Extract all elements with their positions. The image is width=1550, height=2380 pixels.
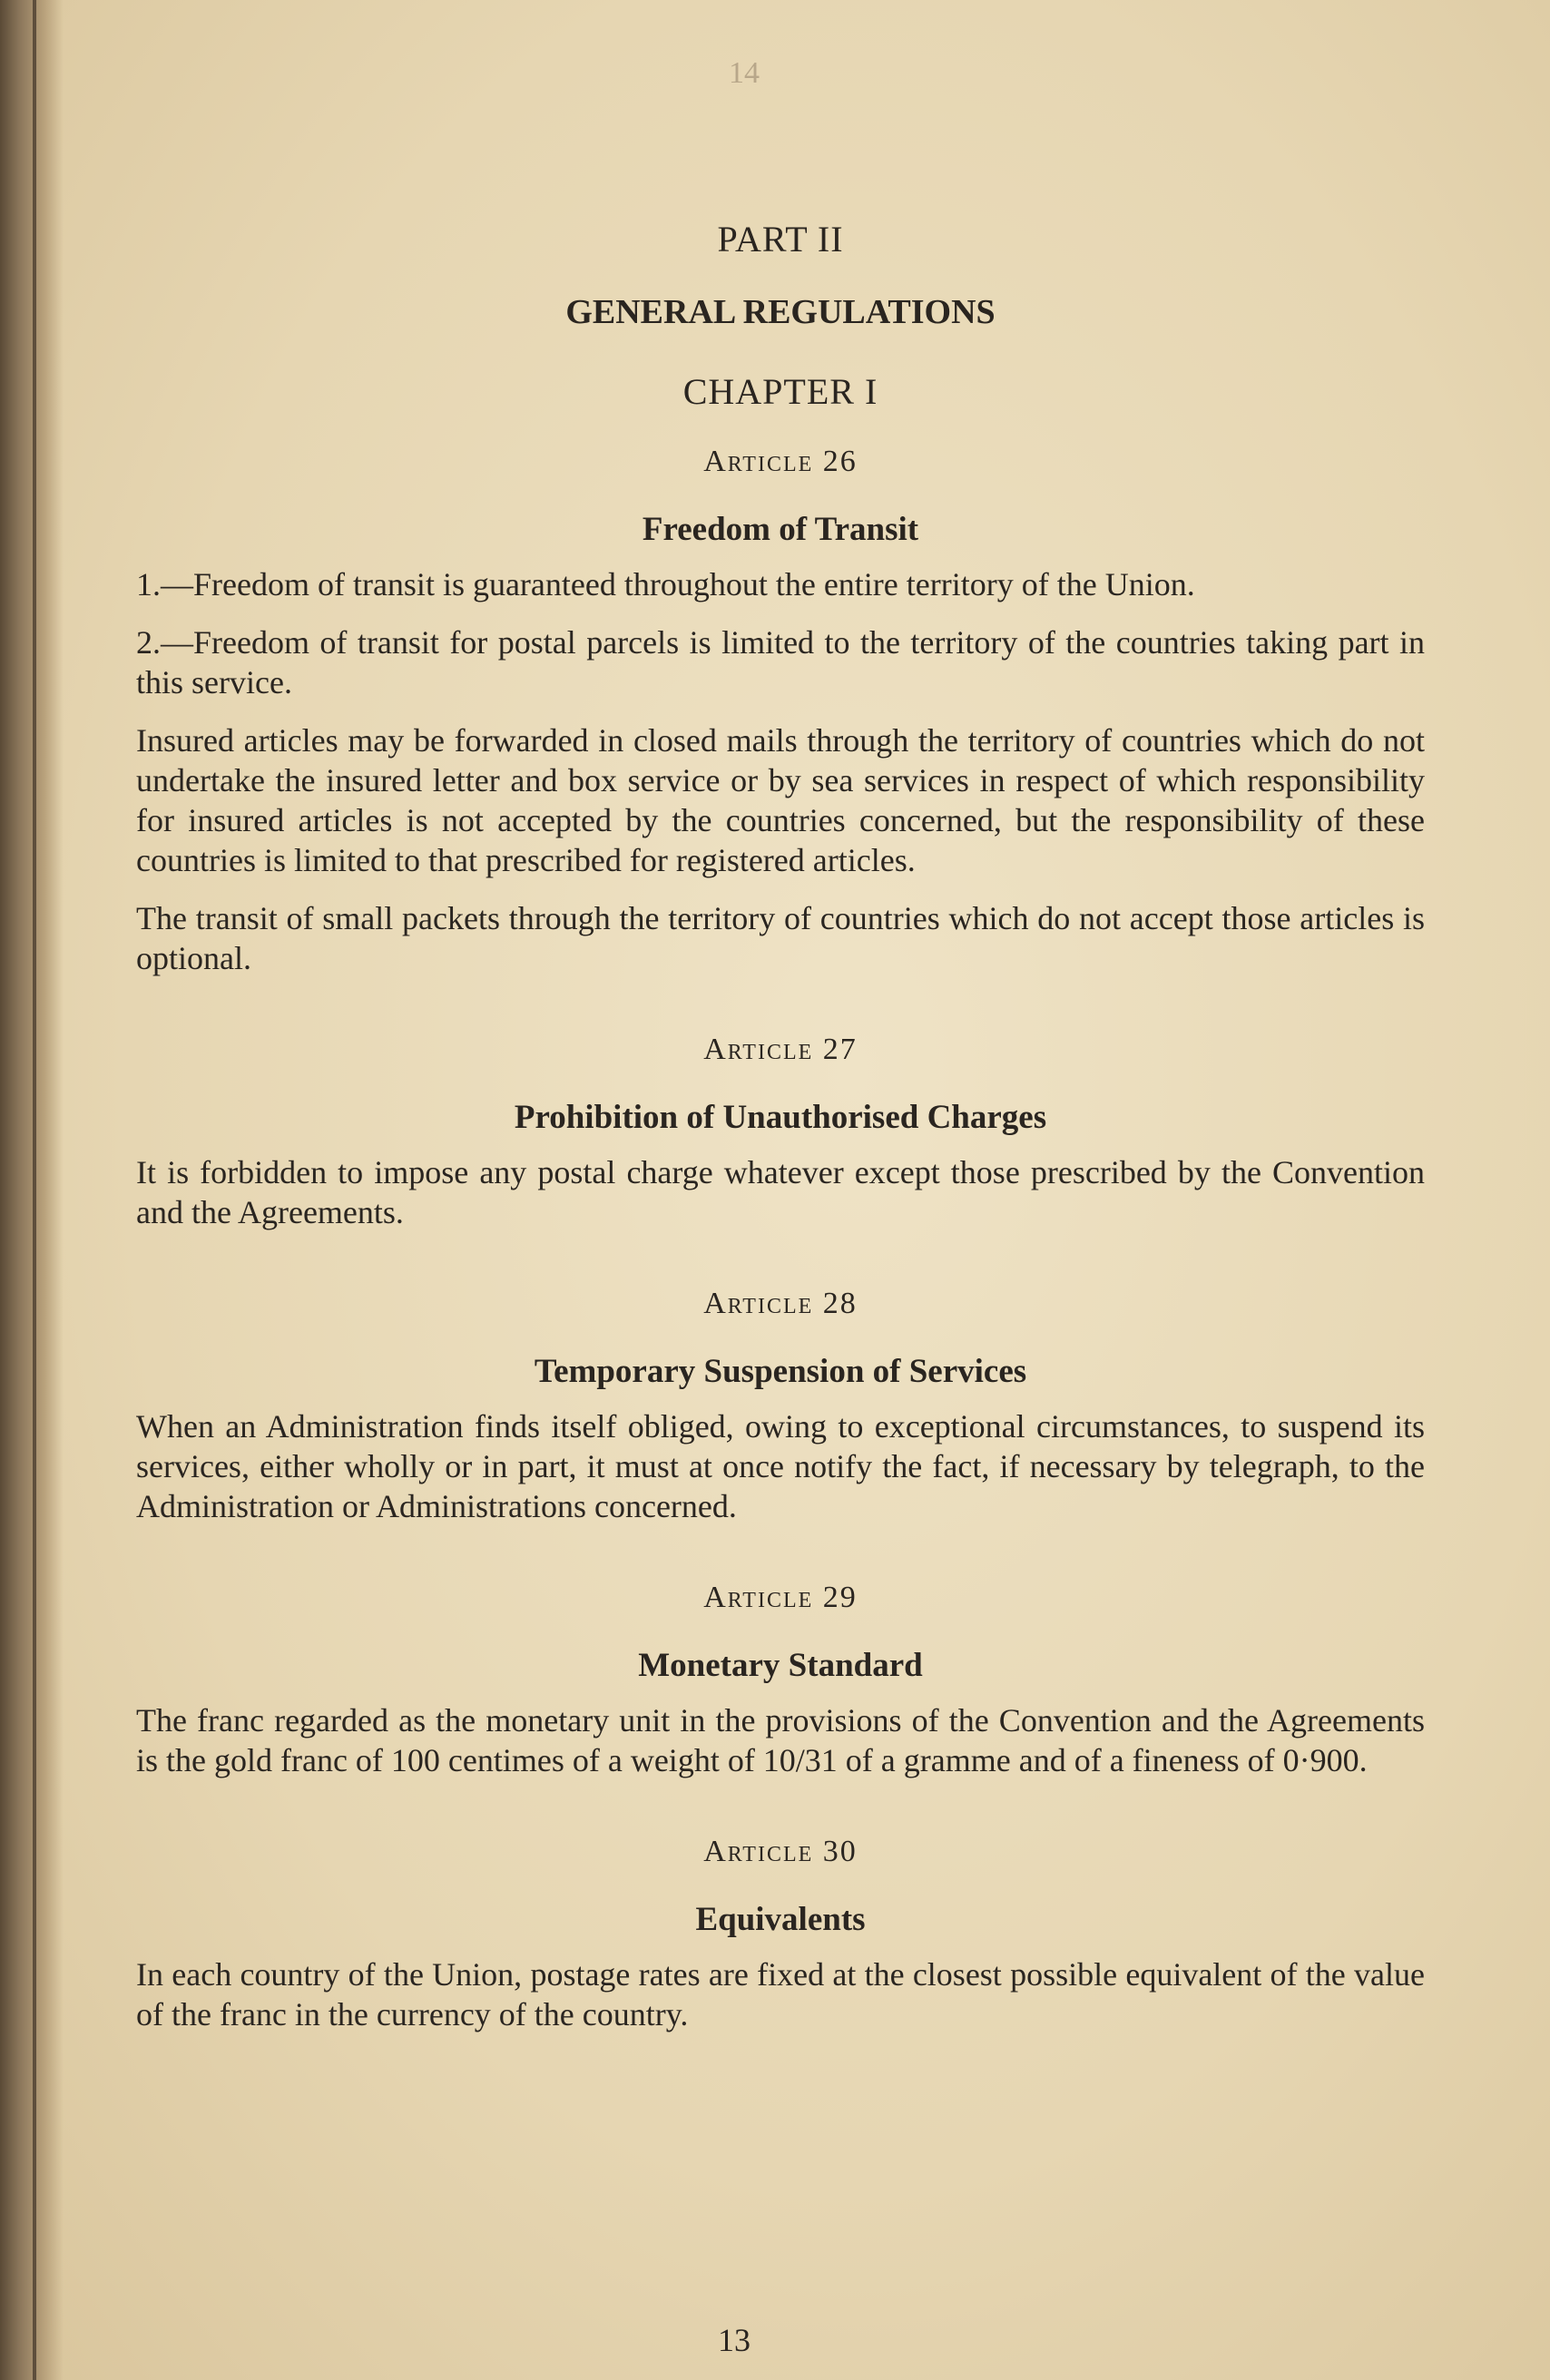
chapter-title: CHAPTER I [682,371,878,412]
page-number: 13 [718,2322,750,2358]
article-label: Article 29 [703,1581,858,1614]
article-heading: Equivalents [695,1901,866,1938]
article-label: Article 30 [703,1835,858,1868]
section-title: GENERAL REGULATIONS [565,293,996,331]
article-paragraph: It is forbidden to impose any postal charge whatever except those prescribed by the Convention and the Agreements. [136,1154,1425,1230]
article-label: Article 26 [703,445,858,478]
article-heading: Prohibition of Unauthorised Charges [514,1099,1047,1136]
article-heading: Freedom of Transit [642,511,919,548]
article-paragraph: In each country of the Union, postage rates are fixed at the closest possible equivalent of the value of the franc in the currency of the country. [136,1956,1425,2032]
article-paragraph: When an Administration finds itself obliged, owing to exceptional circumstances, to suspend its services, either wholly or in part, it must at once notify the fact, if necessary by telegraph, to the Administration or Administrations concerned. [136,1408,1425,1524]
article-27 [136,1033,1425,1232]
article-paragraph: The franc regarded as the monetary unit in the provisions of the Convention and the Agreements is the gold franc of 100 centimes of a weight of 10/31 of a gramme and of a fineness of 0·900. [136,1702,1425,1778]
article-30 [136,1835,1425,2034]
article-paragraph: 2.—Freedom of transit for postal parcels is limited to the territory of the countries taking part in this service. [136,624,1425,700]
article-26 [136,445,1425,978]
article-paragraph: 1.—Freedom of transit is guaranteed throughout the entire territory of the Union. [136,566,1195,602]
article-heading: Temporary Suspension of Services [534,1353,1027,1390]
article-paragraph: Insured articles may be forwarded in closed mails through the territory of countries which do not undertake the insured letter and box service or by sea services in respect of which responsibility for insured articles is not accepted by the countries concerned, but the responsibility of these countries is limited to that prescribed for registered articles. [136,722,1425,878]
part-title: PART II [717,219,844,260]
show-through-page-number: 14 [729,56,760,90]
article-label: Article 27 [703,1033,858,1066]
article-28 [136,1287,1425,1526]
book-spine [33,0,36,2380]
page-content [136,218,1425,2034]
article-label: Article 28 [703,1287,858,1320]
book-binding-shadow [0,0,64,2380]
article-paragraph: The transit of small packets through the territory of countries which do not accept those articles is optional. [136,900,1425,976]
article-heading: Monetary Standard [638,1647,923,1684]
article-29 [136,1581,1425,1780]
